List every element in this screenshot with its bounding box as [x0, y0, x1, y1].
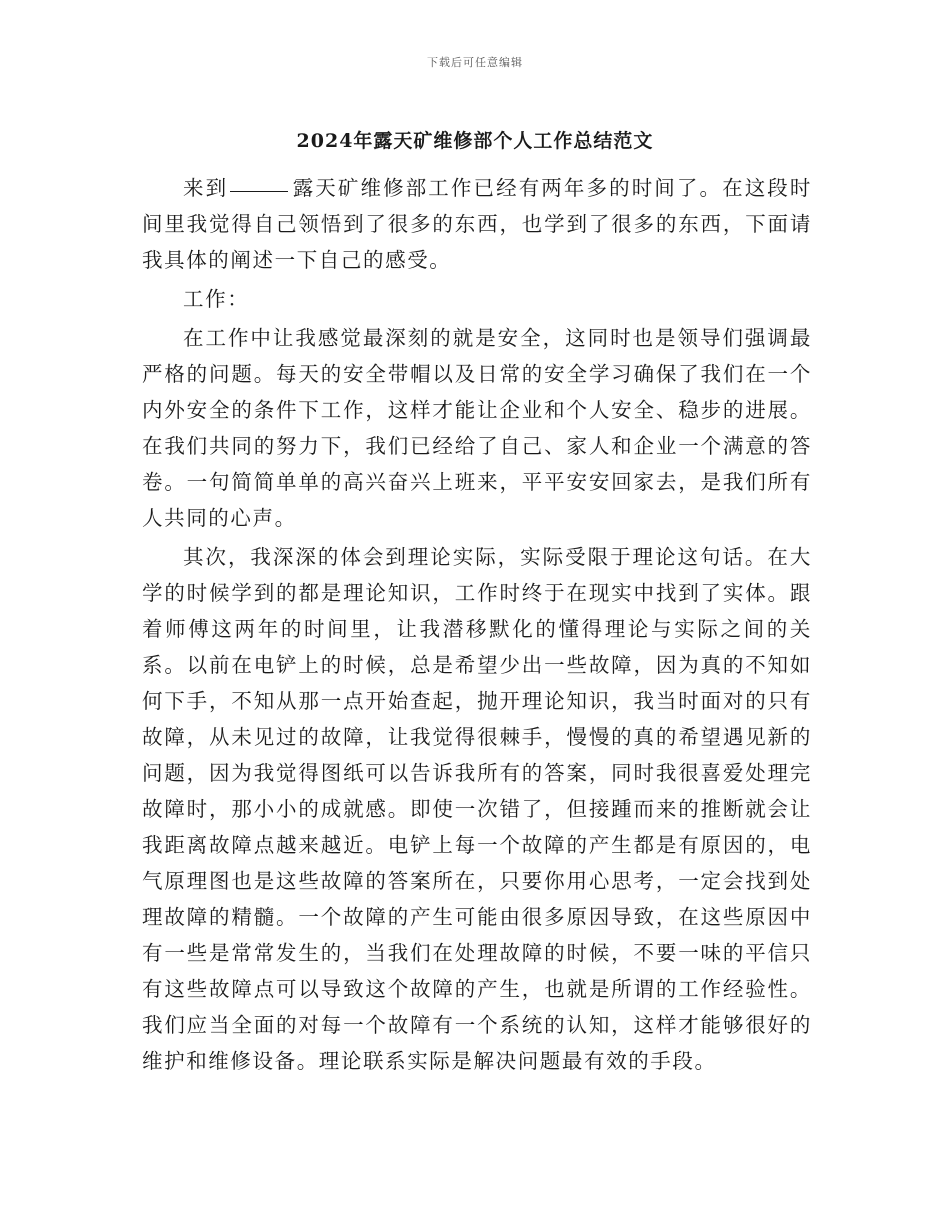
section-heading-work: 工作：	[183, 287, 250, 311]
document-title: 2024年露天矿维修部个人工作总结范文	[296, 130, 654, 152]
safety-paragraph: 在工作中让我感觉最深刻的就是安全，这同时也是领导们强调最严格的问题。每天的安全带帽以及日常的安全学习确保了我们在一个内外安全的条件下工作，这样才能让企业和个人安全、稳步的进展。在我们共同的努力下，我们已经给了自己、家人和企业一个满意的答卷。一句简简单单的高兴奋兴上班来，平平安安回家去，是我们所有人共同的心声。	[142, 326, 812, 530]
fill-in-blank	[230, 190, 288, 192]
intro-text-start: 来到	[183, 176, 229, 200]
header-note: 下载后可任意编辑	[427, 56, 523, 69]
document-body	[142, 170, 812, 1082]
intro-text-rest: 露天矿维修部工作已经有两年多的时间了。在这段时间里我觉得自己领悟到了很多的东西，也学到了很多的东西，下面请我具体的阐述一下自己的感受。	[142, 176, 812, 272]
theory-practice-paragraph: 其次，我深深的体会到理论实际，实际受限于理论这句话。在大学的时候学到的都是理论知识，工作时终于在现实中找到了实体。跟着师傅这两年的时间里，让我潜移默化的懂得理论与实际之间的关系。以前在电铲上的时候，总是希望少出一些故障，因为真的不知如何下手，不知从那一点开始查起，抛开理论知识，我当时面对的只有故障，从未见过的故障，让我觉得很棘手，慢慢的真的希望遇见新的问题，因为我觉得图纸可以告诉我所有的答案，同时我很喜爱处理完故障时，那小小的成就感。即使一次错了，但接踵而来的推断就会让我距离故障点越来越近。电铲上每一个故障的产生都是有原因的，电气原理图也是这些故障的答案所在，只要你用心思考，一定会找到处理故障的精髓。一个故障的产生可能由很多原因导致，在这些原因中有一些是常常发生的，当我们在处理故障的时候，不要一味的平信只有这些故障点可以导致这个故障的产生，也就是所谓的工作经验性。我们应当全面的对每一个故障有一个系统的认知，这样才能够很好的维护和维修设备。理论联系实际是解决问题最有效的手段。	[142, 545, 812, 1073]
intro-paragraph	[142, 170, 812, 278]
